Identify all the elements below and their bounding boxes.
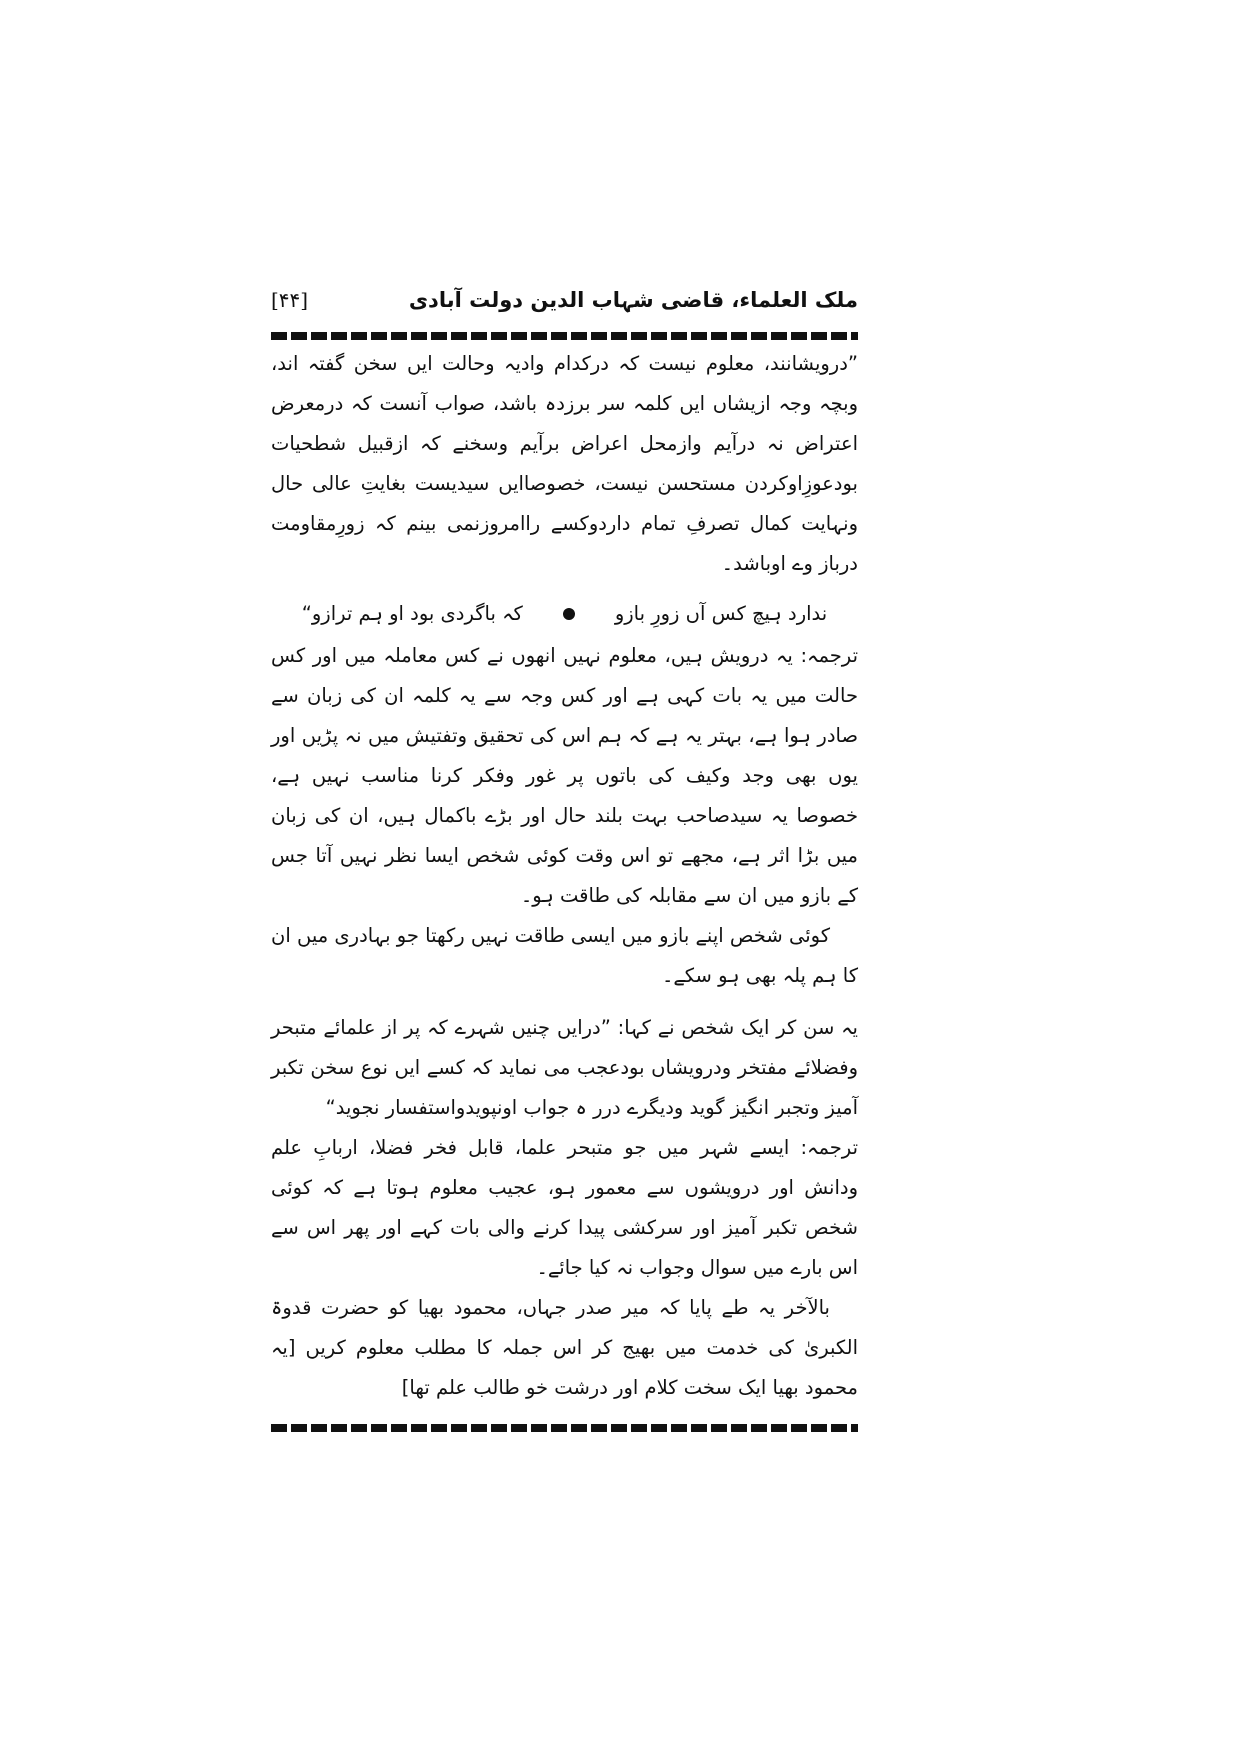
document-page — [271, 288, 858, 1436]
running-title: ملک العلماء، قاضی شہاب الدین دولت آبادی — [408, 288, 858, 312]
persian-quote: ”درویشانند، معلوم نیست کہ درکدام وادیہ وحالت ایں سخن گفتہ اند، وبچہ وجہ ازیشاں ایں کلمہ سر برزدہ باشد، صواب آنست کہ درمعرض اعتراض نہ درآیم وازمحل اعراض برآیم وسخنے کہ ازقبیل شطحیات بودعوزِاوکردن مستحسن نیست، خصوصاایں سیدیست بغایتِ عالی حال ونہایت کمال تصرفِ تمام داردوکسے راامروزنمی بینم کہ زورِمقاومت درباز وے اوباشد۔ — [271, 352, 858, 575]
header-divider — [271, 332, 858, 340]
footer-divider — [271, 1424, 858, 1432]
narrative-paragraph: یہ سن کر ایک شخص نے کہا: ”درایں چنیں شہرے کہ پر از علمائے متبحر وفضلائے مفتخر ودرویشاں بودعجب می نماید کہ کسے ایں نوع سخن تکبر آمیز وتجبر انگیز گوید ودیگرے درر ہ جواب اونپویدواستفسار نجوید“ — [271, 1016, 858, 1119]
page-number: [۴۴] — [271, 288, 309, 312]
narrative-paragraph-3: بالآخر یہ طے پایا کہ میر صدر جہاں، محمود بھیا کو حضرت قدوۃ الکبریٰ کی خدمت میں بھیج کر اس جملہ کا مطلب معلوم کریں [یہ محمود بھیا ایک سخت کلام اور درشت خو طالب علم تھا] — [271, 1296, 858, 1399]
translation-paragraph-2: ترجمہ: ایسے شہر میں جو متبحر علما، قابل فخر فضلا، اربابِ علم ودانش اور درویشوں سے معمور ہو، عجیب معلوم ہوتا ہے کہ کوئی شخص تکبر آمیز اور سرکشی پیدا کرنے والی بات کہے اور پھر اس سے اس بارے میں سوال وجواب نہ کیا جائے۔ — [271, 1136, 858, 1279]
verse-couplet — [271, 594, 858, 634]
translation-verse-paragraph: کوئی شخص اپنے بازو میں ایسی طاقت نہیں رکھتا جو بہادری میں ان کا ہم پلہ بھی ہو سکے۔ — [271, 924, 858, 987]
bullet-separator-icon — [563, 608, 575, 620]
verse-first-hemistich: ندارد ہیچ کس آں زورِ بازو — [614, 602, 828, 625]
page-header — [271, 288, 858, 326]
paragraph-gap — [271, 996, 858, 1008]
translation-paragraph: ترجمہ: یہ درویش ہیں، معلوم نہیں انھوں نے کس معاملہ میں اور کس حالت میں یہ بات کہی ہے اور کس وجہ سے یہ کلمہ ان کی زبان سے صادر ہوا ہے، بہتر یہ ہے کہ ہم اس کی تحقیق وتفتیش میں نہ پڑیں اور یوں بھی وجد وکیف کی باتوں پر غور وفکر کرنا مناسب نہیں ہے، خصوصا یہ سیدصاحب بہت بلند حال اور بڑے باکمال ہیں، ان کی زبان میں بڑا اثر ہے، مجھے تو اس وقت کوئی شخص ایسا نظر نہیں آتا جس کے بازو میں ان سے مقابلہ کی طاقت ہو۔ — [271, 644, 858, 907]
verse-second-hemistich: کہ باگردی بود او ہم ترازو“ — [301, 602, 523, 625]
page-body — [271, 344, 858, 1408]
